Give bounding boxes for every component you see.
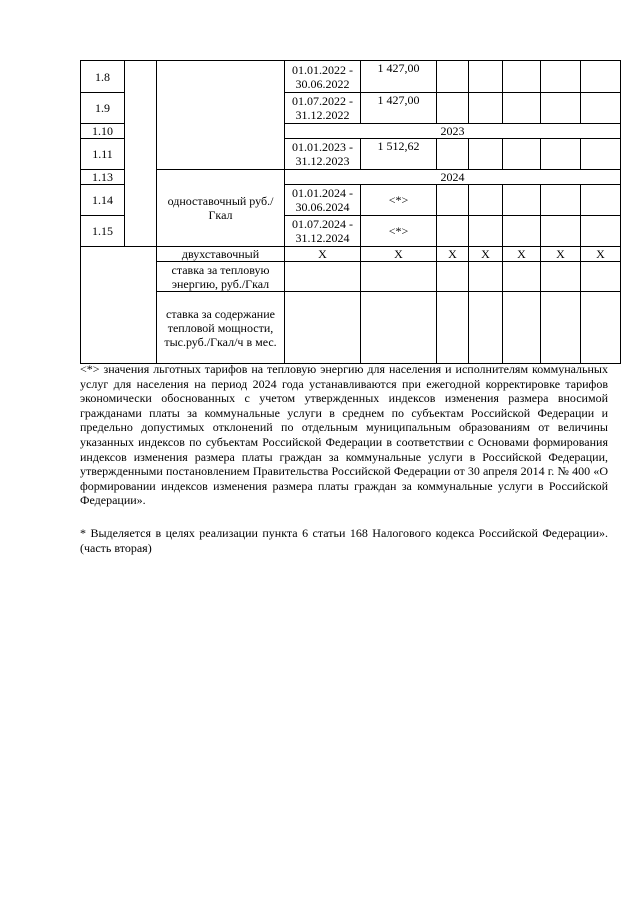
blank-cell <box>581 262 621 292</box>
table-row <box>81 170 621 185</box>
blank-cell <box>285 292 361 364</box>
blank-cell <box>581 61 621 93</box>
blank-cell <box>503 93 541 124</box>
year-cell: 2024 <box>285 170 621 185</box>
blank-cell <box>469 292 503 364</box>
blank-cell <box>469 139 503 170</box>
footnote-text: <*> значения льготных тарифов на тепловую энергию для населения и исполнителям коммунальных услуг для населения на период 2024 года устанавливаются при ежегодной корректировке тарифов экономически обоснованных с учетом утвержденных индексов изменения размера вносимой гражданами платы за коммунальные услуги в среднем по субъектам Российской Федерации и предельно допустимых отклонений по отдельным муниципальным образованиям от величины указанных индексов по субъектам Российской Федерации в соответствии с Основами формирования индексов изменения размера платы граждан за коммунальные услуги в Российской Федерации, утвержденными постановлением Правительства Российской Федерации от 30 апреля 2014 г. № 400 «О формировании индексов изменения размера платы граждан за коммунальные услуги в Российской Федерации». <box>80 362 608 508</box>
blank-cell <box>437 139 469 170</box>
blank-cell <box>581 185 621 216</box>
blank-cell <box>503 61 541 93</box>
row-number: 1.11 <box>81 139 125 170</box>
tariff-table <box>80 60 621 364</box>
blank-cell <box>157 61 285 170</box>
star-note-tail: ». <box>599 525 608 540</box>
blank-cell <box>469 262 503 292</box>
x-mark: X <box>437 247 469 262</box>
x-mark: X <box>503 247 541 262</box>
star-note <box>80 526 608 555</box>
blank-cell <box>361 262 437 292</box>
blank-cell <box>437 61 469 93</box>
blank-cell <box>541 93 581 124</box>
heat-rate-label: ставка за тепловую энергию, руб./Гкал <box>157 262 285 292</box>
row-number: 1.9 <box>81 93 125 124</box>
x-mark: X <box>581 247 621 262</box>
blank-cell <box>541 292 581 364</box>
blank-cell <box>581 216 621 247</box>
blank-cell <box>469 93 503 124</box>
row-number: 1.8 <box>81 61 125 93</box>
row-number: 1.13 <box>81 170 125 185</box>
blank-cell <box>503 139 541 170</box>
blank-cell <box>437 292 469 364</box>
table-row <box>81 292 621 364</box>
blank-cell <box>285 262 361 292</box>
value-cell: 1 512,62 <box>361 139 437 170</box>
blank-cell <box>503 185 541 216</box>
single-rate-label: одноставочный руб./Гкал <box>157 170 285 247</box>
table-row <box>81 262 621 292</box>
blank-cell <box>437 216 469 247</box>
row-number: 1.15 <box>81 216 125 247</box>
blank-cell <box>541 216 581 247</box>
blank-cell <box>469 61 503 93</box>
notes-section <box>80 362 608 555</box>
capacity-rate-label: ставка за содержание тепловой мощности, тыс.руб./Гкал/ч в мес. <box>157 292 285 364</box>
blank-cell <box>469 185 503 216</box>
blank-cell <box>437 93 469 124</box>
blank-cell <box>541 262 581 292</box>
x-mark: X <box>541 247 581 262</box>
year-cell: 2023 <box>285 124 621 139</box>
value-cell: <*> <box>361 185 437 216</box>
blank-cell <box>581 93 621 124</box>
x-mark: X <box>361 247 437 262</box>
blank-cell <box>541 139 581 170</box>
blank-cell <box>361 292 437 364</box>
blank-cell <box>503 262 541 292</box>
blank-cell <box>541 61 581 93</box>
period-cell: 01.07.2024 - 31.12.2024 <box>285 216 361 247</box>
x-mark: X <box>469 247 503 262</box>
star-note-text: * Выделяется в целях реализации пункта 6 статьи 168 Налогового кодекса Российской Федерации (часть вторая) <box>80 525 599 555</box>
blank-cell <box>541 185 581 216</box>
blank-cell <box>125 61 157 247</box>
blank-cell <box>581 292 621 364</box>
two-rate-label: двухставочный <box>157 247 285 262</box>
value-cell: 1 427,00 <box>361 93 437 124</box>
value-cell: <*> <box>361 216 437 247</box>
blank-cell <box>437 262 469 292</box>
blank-cell <box>503 216 541 247</box>
blank-cell <box>581 139 621 170</box>
blank-cell <box>469 216 503 247</box>
x-mark: X <box>285 247 361 262</box>
table-row <box>81 61 621 93</box>
blank-cell <box>503 292 541 364</box>
blank-cell <box>437 185 469 216</box>
period-cell: 01.01.2024 - 30.06.2024 <box>285 185 361 216</box>
row-number: 1.10 <box>81 124 125 139</box>
period-cell: 01.01.2022 - 30.06.2022 <box>285 61 361 93</box>
period-cell: 01.07.2022 - 31.12.2022 <box>285 93 361 124</box>
period-cell: 01.01.2023 - 31.12.2023 <box>285 139 361 170</box>
blank-cell <box>81 247 157 364</box>
table-row <box>81 247 621 262</box>
value-cell: 1 427,00 <box>361 61 437 93</box>
row-number: 1.14 <box>81 185 125 216</box>
